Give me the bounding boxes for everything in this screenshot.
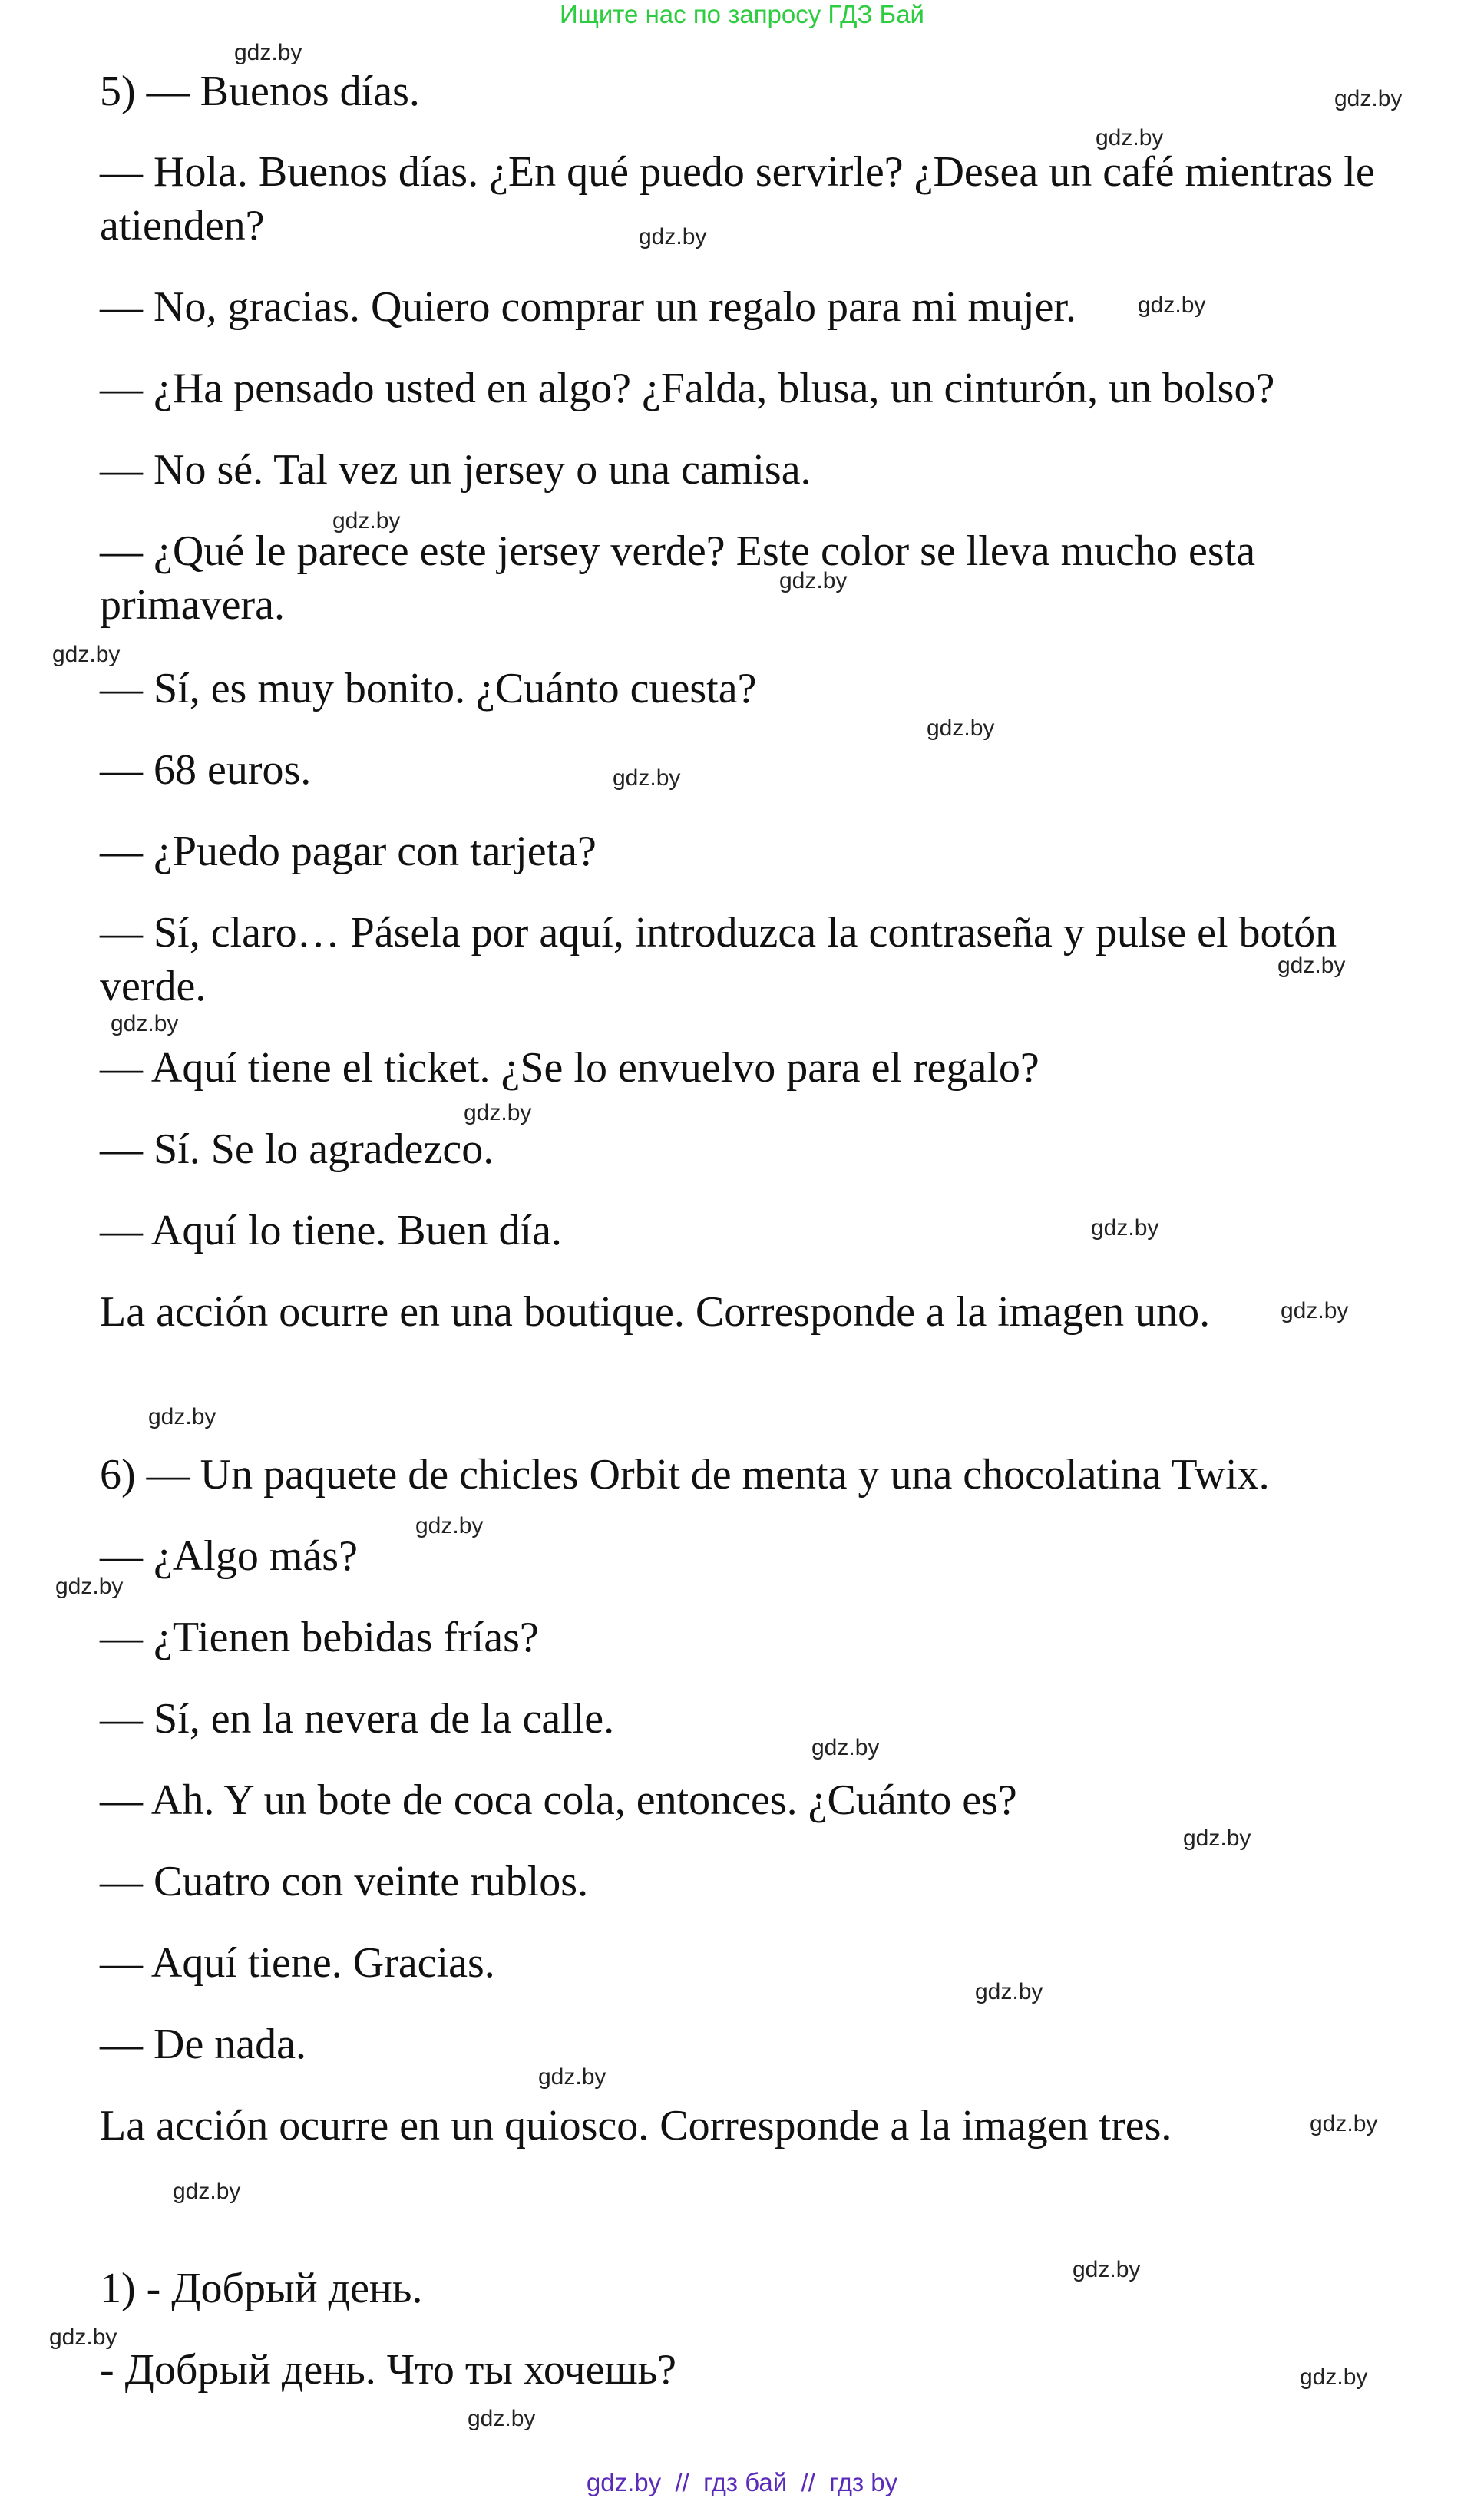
watermark: gdz.by — [1091, 1215, 1159, 1241]
watermark: gdz.by — [415, 1513, 484, 1538]
watermark: gdz.by — [234, 40, 302, 65]
dialogue-line: La acción ocurre en una boutique. Corresponde a la imagen uno. — [100, 1288, 1211, 1336]
watermark: gdz.by — [1138, 292, 1206, 318]
dialogue-line: verde. — [100, 963, 207, 1010]
dialogue-line: — ¿Algo más? — [100, 1532, 358, 1580]
footer-links[interactable]: gdz.by // гдз бай // гдз by — [586, 2468, 898, 2496]
dialogue-line: — Sí, claro… Pásela por aquí, introduzca la contraseña y pulse el botón — [100, 909, 1337, 957]
dialogue-line: atienden? — [100, 202, 265, 249]
watermark: gdz.by — [49, 2325, 117, 2350]
dialogue-line: — Sí. Se lo agradezco. — [100, 1125, 494, 1173]
dialogue-line: — Aquí lo tiene. Buen día. — [100, 1207, 562, 1254]
dialogue-line: — De nada. — [100, 2021, 307, 2068]
dialogue-line: — ¿Puedo pagar con tarjeta? — [100, 828, 597, 875]
dialogue-line: 6) — Un paquete de chicles Orbit de menta y una chocolatina Twix. — [100, 1451, 1270, 1499]
dialogue-line: — No sé. Tal vez un jersey o una camisa. — [100, 446, 811, 494]
dialogue-line: — Sí, en la nevera de la calle. — [100, 1695, 615, 1743]
watermark: gdz.by — [975, 1979, 1043, 2004]
dialogue-line: — 68 euros. — [100, 746, 312, 794]
watermark: gdz.by — [1277, 953, 1346, 978]
translation-line: - Добрый день. Что ты хочешь? — [100, 2346, 676, 2394]
dialogue-line: — Cuatro con veinte rublos. — [100, 1858, 589, 1905]
dialogue-line: primavera. — [100, 581, 285, 629]
watermark: gdz.by — [111, 1011, 179, 1036]
dialogue-line: La acción ocurre en un quiosco. Corresponde a la imagen tres. — [100, 2102, 1172, 2149]
watermark: gdz.by — [1334, 86, 1403, 111]
watermark: gdz.by — [1096, 125, 1164, 150]
watermark: gdz.by — [639, 224, 707, 249]
watermark: gdz.by — [173, 2179, 241, 2204]
watermark: gdz.by — [1281, 1298, 1349, 1323]
watermark: gdz.by — [464, 1100, 532, 1125]
translation-line: 1) - Добрый день. — [100, 2265, 423, 2312]
dialogue-line: — Sí, es muy bonito. ¿Cuánto cuesta? — [100, 665, 757, 712]
watermark: gdz.by — [811, 1735, 880, 1760]
dialogue-line: — Hola. Buenos días. ¿En qué puedo servirle? ¿Desea un café mientras le — [100, 148, 1375, 196]
watermark: gdz.by — [779, 568, 848, 593]
dialogue-line: — ¿Ha pensado usted en algo? ¿Falda, blusa, un cinturón, un bolso? — [100, 365, 1275, 412]
dialogue-line: — Ah. Y un bote de coca cola, entonces. ¿Cuánto es? — [100, 1776, 1017, 1824]
dialogue-line: — No, gracias. Quiero comprar un regalo para mi mujer. — [100, 283, 1077, 331]
dialogue-line: — Aquí tiene el ticket. ¿Se lo envuelvo para el regalo? — [100, 1044, 1039, 1092]
watermark: gdz.by — [52, 642, 121, 667]
dialogue-line: — ¿Tienen bebidas frías? — [100, 1614, 539, 1661]
dialogue-line: 5) — Buenos días. — [100, 68, 420, 115]
watermark: gdz.by — [148, 1404, 216, 1429]
watermark: gdz.by — [927, 715, 995, 741]
watermark: gdz.by — [613, 765, 681, 791]
watermark: gdz.by — [1310, 2111, 1378, 2136]
watermark: gdz.by — [332, 508, 401, 534]
watermark: gdz.by — [1073, 2257, 1141, 2282]
dialogue-line: — Aquí tiene. Gracias. — [100, 1939, 495, 1987]
watermark: gdz.by — [1300, 2364, 1368, 2390]
dialogue-line: — ¿Qué le parece este jersey verde? Este color se lleva mucho esta — [100, 527, 1256, 575]
watermark: gdz.by — [468, 2406, 536, 2431]
watermark: gdz.by — [1183, 1826, 1251, 1851]
header-search-link[interactable]: Ищите нас по запросу ГДЗ Бай — [560, 0, 924, 28]
watermark: gdz.by — [538, 2064, 606, 2090]
watermark: gdz.by — [55, 1574, 124, 1599]
